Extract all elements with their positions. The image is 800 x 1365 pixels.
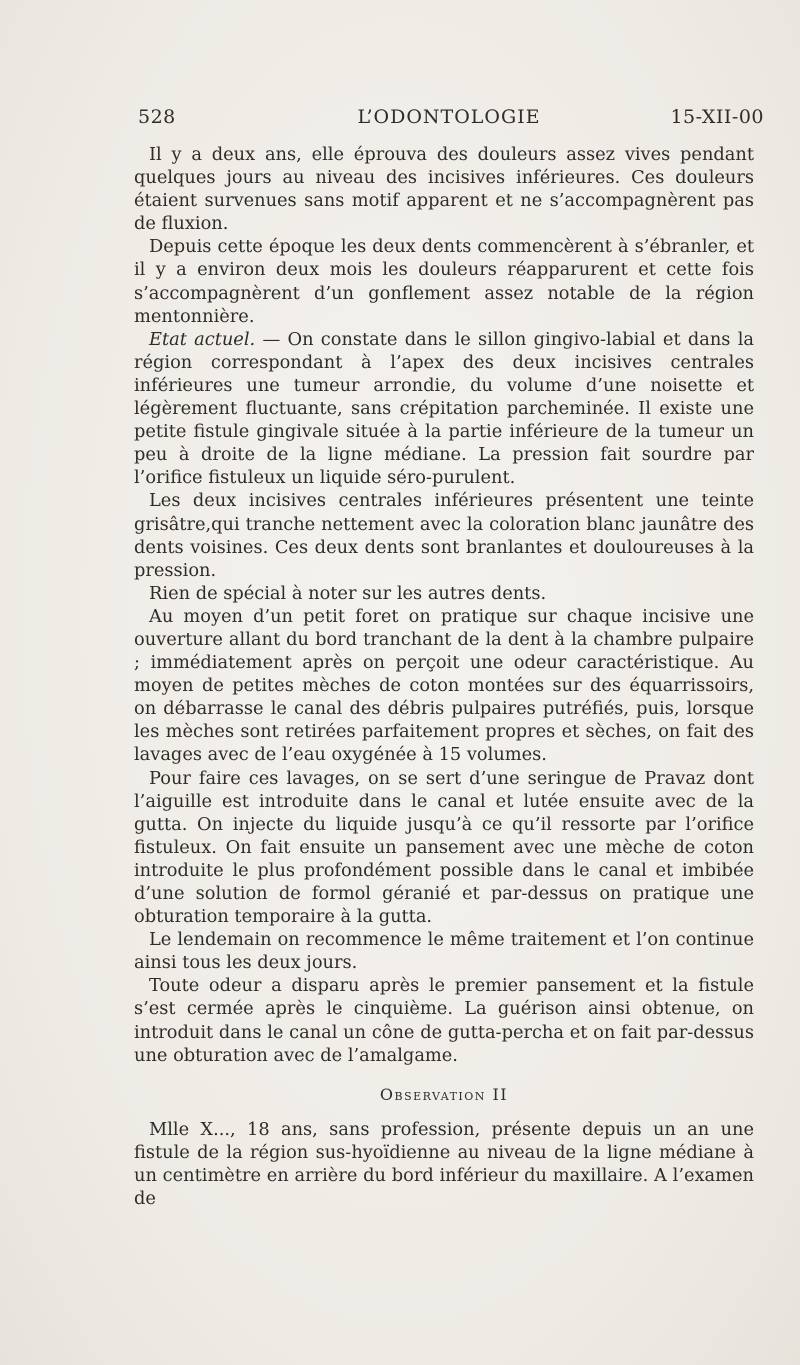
paragraph-2: Depuis cette époque les deux dents commencèrent à s’ébranler, et il y a environ deux mois les douleurs réapparurent et cette fois s’accompagnèrent d’un gonflement assez notable de la région mentonnière.	[134, 236, 754, 327]
etat-actuel-text: — On constate dans le sillon gingivo-labial et dans la région correspondant à l’apex des deux incisives centrales inférieures une tumeur arrondie, du volume d’une noisette et légèrement fluctuante, sans crépitation parcheminée. Il existe une petite fistule gingivale située à la partie inférieure de la tumeur un peu à droite de la ligne médiane. La pression fait sourdre par l’orifice fistuleux un liquide séro-purulent.	[134, 328, 754, 489]
etat-actuel-label: Etat actuel.	[149, 328, 256, 350]
article-body	[134, 143, 754, 1210]
paragraph-etat-actuel	[134, 328, 754, 490]
paragraph-6: Pour faire ces lavages, on se sert d’une seringue de Pravaz dont l’aiguille est introduite dans le canal et lutée ensuite avec de la gutta. On injecte du liquide jusqu’à ce qu’il ressorte par l’orifice fistuleux. On fait ensuite un pansement avec une mèche de coton introduite le plus profondément possible dans le canal et imbibée d’une solution de formol géranié et par-dessus on pratique une obturation temporaire à la gutta.	[134, 767, 754, 928]
issue-date: 15-XII-00	[670, 106, 764, 128]
paragraph-1: Il y a deux ans, elle éprouva des douleurs assez vives pendant quelques jours au niveau des incisives inférieures. Ces douleurs étaient survenues sans motif apparent et ne s’accompagnèrent pas de fluxion.	[134, 144, 754, 235]
page-number: 528	[138, 106, 176, 128]
journal-title: L’ODONTOLOGIE	[357, 106, 541, 128]
paragraph-8: Toute odeur a disparu après le premier pansement et la fistule s’est cermée après le cinquième. La guérison ainsi obtenue, on introduit dans le canal un cône de gutta-percha et on fait par-dessus une obturation avec de l’amalgame.	[134, 975, 754, 1066]
paragraph-4: Rien de spécial à noter sur les autres dents.	[149, 582, 547, 604]
paragraph-3: Les deux incisives centrales inférieures présentent une teinte grisâtre,qui tranche nettement avec la coloration blanc jaunâtre des dents voisines. Ces deux dents sont branlantes et douloureuses à la pression.	[134, 490, 754, 581]
paragraph-9: Mlle X..., 18 ans, sans profession, présente depuis un an une fistule de la région sus-hyoïdienne au niveau de la ligne médiane à un centimètre en arrière du bord inférieur du maxillaire. A l’examen de	[134, 1118, 754, 1210]
paragraph-7: Le lendemain on recommence le même traitement et l’on continue ainsi tous les deux jours.	[134, 929, 754, 974]
paragraph-5: Au moyen d’un petit foret on pratique sur chaque incisive une ouverture allant du bord tranchant de la dent à la chambre pulpaire ; immédiatement après on perçoit une odeur caractéristique. Au moyen de petites mèches de coton montées sur des équarrissoirs, on débarrasse le canal des débris pulpaires putréfiés, puis, lorsque les mèches sont retirées parfaitement propres et sèches, on fait des lavages avec de l’eau oxygénée à 15 volumes.	[134, 605, 754, 766]
observation-heading: Observation II	[379, 1084, 509, 1104]
running-header	[134, 106, 764, 134]
